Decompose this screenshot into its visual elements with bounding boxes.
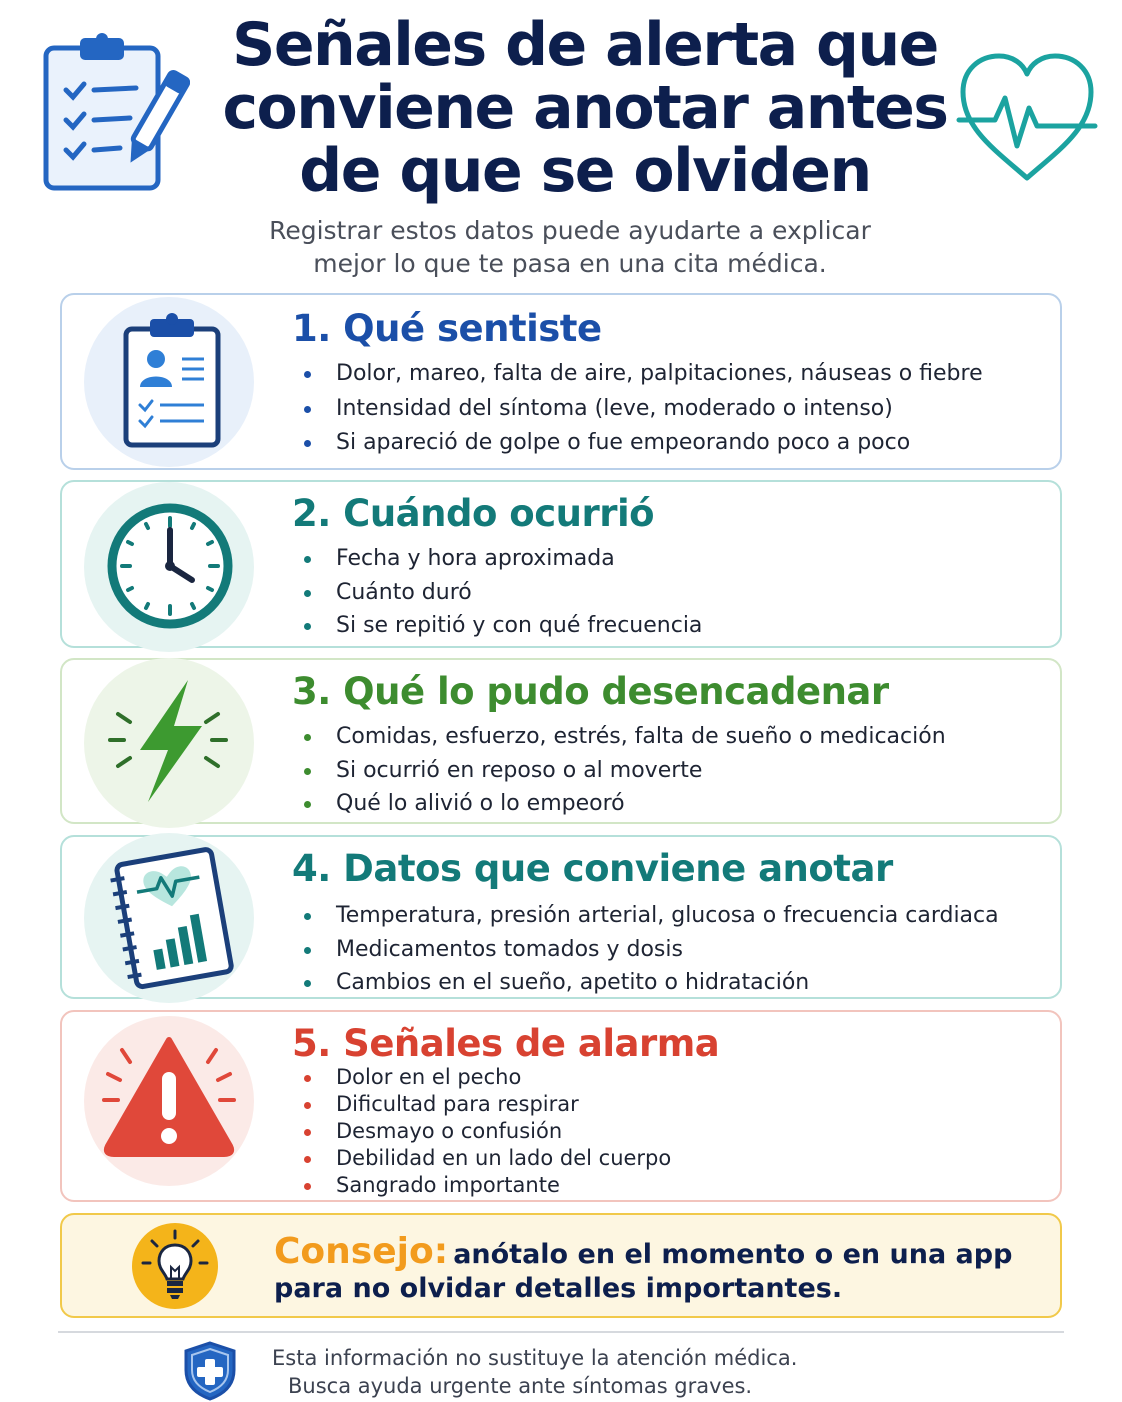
lightbulb-icon bbox=[130, 1221, 220, 1311]
list-item: Temperatura, presión arterial, glucosa o frecuencia cardiaca bbox=[302, 899, 999, 933]
header bbox=[0, 0, 1122, 285]
icon-circle bbox=[84, 658, 254, 828]
list-item: Intensidad del síntoma (leve, moderado o intenso) bbox=[302, 392, 983, 427]
subtitle-line: Registrar estos datos puede ayudarte a explicar bbox=[269, 216, 871, 245]
disclaimer-line: Esta información no sustituye la atención médica. bbox=[272, 1346, 798, 1370]
medical-shield-icon bbox=[182, 1340, 238, 1402]
list-item: Cambios en el sueño, apetito o hidratación bbox=[302, 966, 999, 1000]
list-item: Dolor, mareo, falta de aire, palpitaciones, náuseas o fiebre bbox=[302, 357, 983, 392]
section-title: 4. Datos que conviene anotar bbox=[292, 847, 893, 890]
disclaimer bbox=[272, 1344, 797, 1400]
list-item: Desmayo o confusión bbox=[302, 1118, 671, 1145]
list-item: Si apareció de golpe o fue empeorando poco a poco bbox=[302, 426, 983, 461]
disclaimer-line: Busca ayuda urgente ante síntomas graves. bbox=[288, 1374, 753, 1398]
heart-pulse-icon bbox=[955, 50, 1100, 185]
list-item: Fecha y hora aproximada bbox=[302, 542, 702, 576]
section-list bbox=[302, 720, 946, 821]
list-item: Dificultad para respirar bbox=[302, 1091, 671, 1118]
section-title: 2. Cuándo ocurrió bbox=[292, 492, 655, 535]
list-item: Dolor en el pecho bbox=[302, 1064, 671, 1091]
list-item: Sangrado importante bbox=[302, 1172, 671, 1199]
section-card-triggers bbox=[60, 658, 1062, 824]
section-list bbox=[302, 1064, 671, 1199]
section-list bbox=[302, 542, 702, 643]
divider bbox=[58, 1331, 1064, 1333]
section-title: 3. Qué lo pudo desencadenar bbox=[292, 670, 889, 713]
clock-icon bbox=[84, 482, 254, 652]
section-card-data bbox=[60, 835, 1062, 999]
section-card-alarm bbox=[60, 1010, 1062, 1202]
title-line: Señales de alerta que bbox=[232, 10, 938, 80]
section-card-symptoms bbox=[60, 293, 1062, 470]
tip-text: anótalo en el momento o en una app bbox=[453, 1239, 1013, 1270]
list-item: Comidas, esfuerzo, estrés, falta de sueño o medicación bbox=[302, 720, 946, 754]
tip-line-1 bbox=[274, 1231, 1012, 1272]
health-notebook-icon bbox=[84, 833, 254, 1003]
subtitle bbox=[230, 214, 910, 280]
icon-circle bbox=[84, 297, 254, 467]
list-item: Si se repitió y con qué frecuencia bbox=[302, 609, 702, 643]
section-title: 5. Señales de alarma bbox=[292, 1022, 720, 1065]
patient-chart-clipboard-icon bbox=[84, 297, 254, 467]
subtitle-line: mejor lo que te pasa en una cita médica. bbox=[313, 249, 827, 278]
icon-circle bbox=[84, 833, 254, 1003]
tip-line-2: para no olvidar detalles importantes. bbox=[274, 1273, 843, 1304]
section-card-when bbox=[60, 480, 1062, 648]
list-item: Qué lo alivió o lo empeoró bbox=[302, 787, 946, 821]
title-line: de que se olviden bbox=[299, 136, 871, 206]
tip-label: Consejo: bbox=[274, 1231, 449, 1272]
icon-circle bbox=[84, 1016, 254, 1186]
list-item: Debilidad en un lado del cuerpo bbox=[302, 1145, 671, 1172]
title-line: conviene anotar antes bbox=[222, 73, 948, 143]
list-item: Si ocurrió en reposo o al moverte bbox=[302, 754, 946, 788]
icon-circle bbox=[84, 482, 254, 652]
section-list bbox=[302, 899, 999, 1000]
tip-box bbox=[60, 1213, 1062, 1318]
lightning-bolt-icon bbox=[84, 658, 254, 828]
list-item: Cuánto duró bbox=[302, 576, 702, 610]
section-list bbox=[302, 357, 983, 461]
list-item: Medicamentos tomados y dosis bbox=[302, 933, 999, 967]
page-title bbox=[190, 10, 980, 206]
warning-triangle-icon bbox=[84, 1016, 254, 1186]
section-title: 1. Qué sentiste bbox=[292, 307, 602, 350]
clipboard-checklist-pen-icon bbox=[40, 30, 190, 195]
